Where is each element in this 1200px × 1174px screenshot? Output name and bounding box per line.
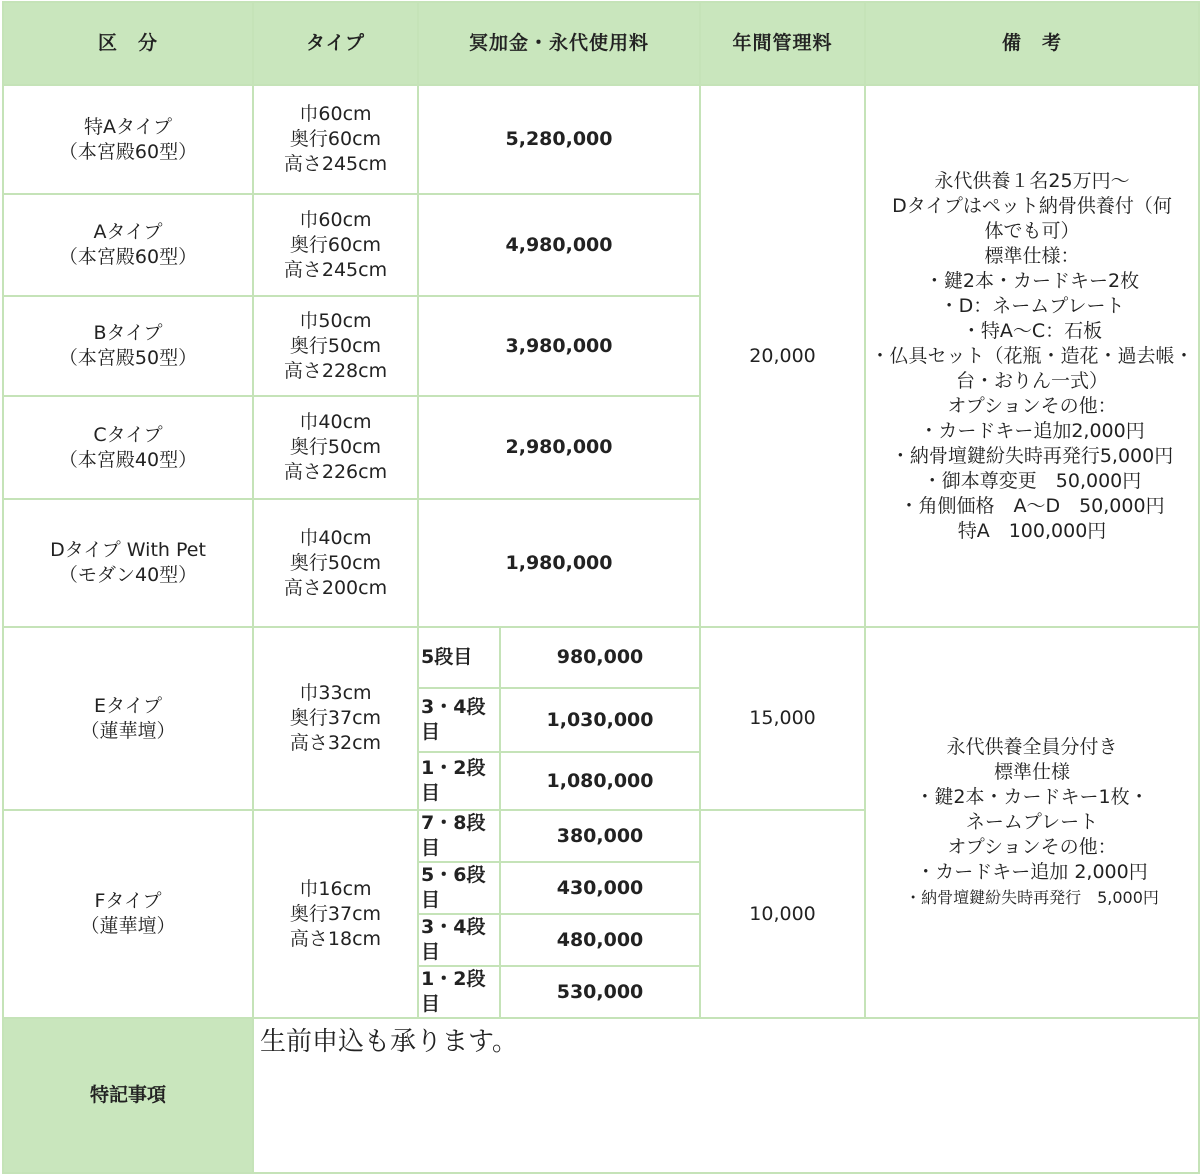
type-name: Aタイプ （本宮殿60型）	[3, 194, 253, 296]
header-remarks: 備 考	[865, 2, 1199, 85]
annual-fee-typeF: 10,000	[700, 810, 865, 1018]
type-size: 巾40cm 奥行50cm 高さ200cm	[253, 499, 418, 627]
type-size: 巾16cm 奥行37cm 高さ18cm	[253, 810, 418, 1018]
special-notes-label: 特記事項	[3, 1018, 253, 1173]
type-size: 巾60cm 奥行60cm 高さ245cm	[253, 85, 418, 194]
table-row	[3, 627, 1199, 688]
type-name: Dタイプ With Pet （モダン40型）	[3, 499, 253, 627]
usage-price: 3,980,000	[418, 296, 700, 396]
remarks-group2: 永代供養全員分付き 標準仕様 ・鍵2本・カードキー1枚・ ネームプレート オプションその他： ・カードキー追加 2,000円 ・納骨壇鍵紛失時再発行 5,000円	[865, 627, 1199, 1018]
header-annual-fee: 年間管理料	[700, 2, 865, 85]
tier-price: 1,080,000	[500, 752, 700, 810]
tier-label: 5段目	[418, 627, 500, 688]
type-name: Bタイプ （本宮殿50型）	[3, 296, 253, 396]
type-size: 巾33cm 奥行37cm 高さ32cm	[253, 627, 418, 810]
usage-price: 5,280,000	[418, 85, 700, 194]
type-name: 特Aタイプ （本宮殿60型）	[3, 85, 253, 194]
annual-fee-group1: 20,000	[700, 85, 865, 627]
tier-label: 1・2段目	[418, 752, 500, 810]
header-usage-fee: 冥加金・永代使用料	[418, 2, 700, 85]
tier-price: 430,000	[500, 862, 700, 914]
type-name: Eタイプ （蓮華壇）	[3, 627, 253, 810]
tier-price: 980,000	[500, 627, 700, 688]
tier-label: 3・4段目	[418, 914, 500, 966]
tier-price: 1,030,000	[500, 688, 700, 752]
tier-price: 380,000	[500, 810, 700, 862]
type-name: Cタイプ （本宮殿40型）	[3, 396, 253, 499]
type-size: 巾50cm 奥行50cm 高さ228cm	[253, 296, 418, 396]
table-row	[3, 85, 1199, 194]
tier-label: 5・6段目	[418, 862, 500, 914]
tier-label: 1・2段目	[418, 966, 500, 1018]
tier-price: 480,000	[500, 914, 700, 966]
pricing-table	[2, 1, 1200, 1174]
header-category: 区 分	[3, 2, 253, 85]
type-size: 巾60cm 奥行60cm 高さ245cm	[253, 194, 418, 296]
tier-label: 3・4段目	[418, 688, 500, 752]
special-notes-text: 生前申込も承ります。	[253, 1018, 1199, 1173]
annual-fee-typeE: 15,000	[700, 627, 865, 810]
tier-label: 7・8段目	[418, 810, 500, 862]
usage-price: 2,980,000	[418, 396, 700, 499]
usage-price: 4,980,000	[418, 194, 700, 296]
tier-price: 530,000	[500, 966, 700, 1018]
type-size: 巾40cm 奥行50cm 高さ226cm	[253, 396, 418, 499]
special-notes-row	[3, 1018, 1199, 1173]
remarks-group1: 永代供養１名25万円～ Dタイプはペット納骨供養付（何 体でも可） 標準仕様： ・鍵2本・カードキー2枚 ・D：ネームプレート ・特A～C：石板 ・仏具セット（花瓶・造花・過去帳・ 台・おりん一式） オプションその他： ・カードキー追加2,000円 ・納骨壇鍵紛失時再発行5,000円 ・御本尊変更 50,000円 ・角側価格 A～D 50,000円 特A 100,000円	[865, 85, 1199, 627]
header-row	[3, 2, 1199, 85]
header-type: タイプ	[253, 2, 418, 85]
usage-price: 1,980,000	[418, 499, 700, 627]
type-name: Fタイプ （蓮華壇）	[3, 810, 253, 1018]
